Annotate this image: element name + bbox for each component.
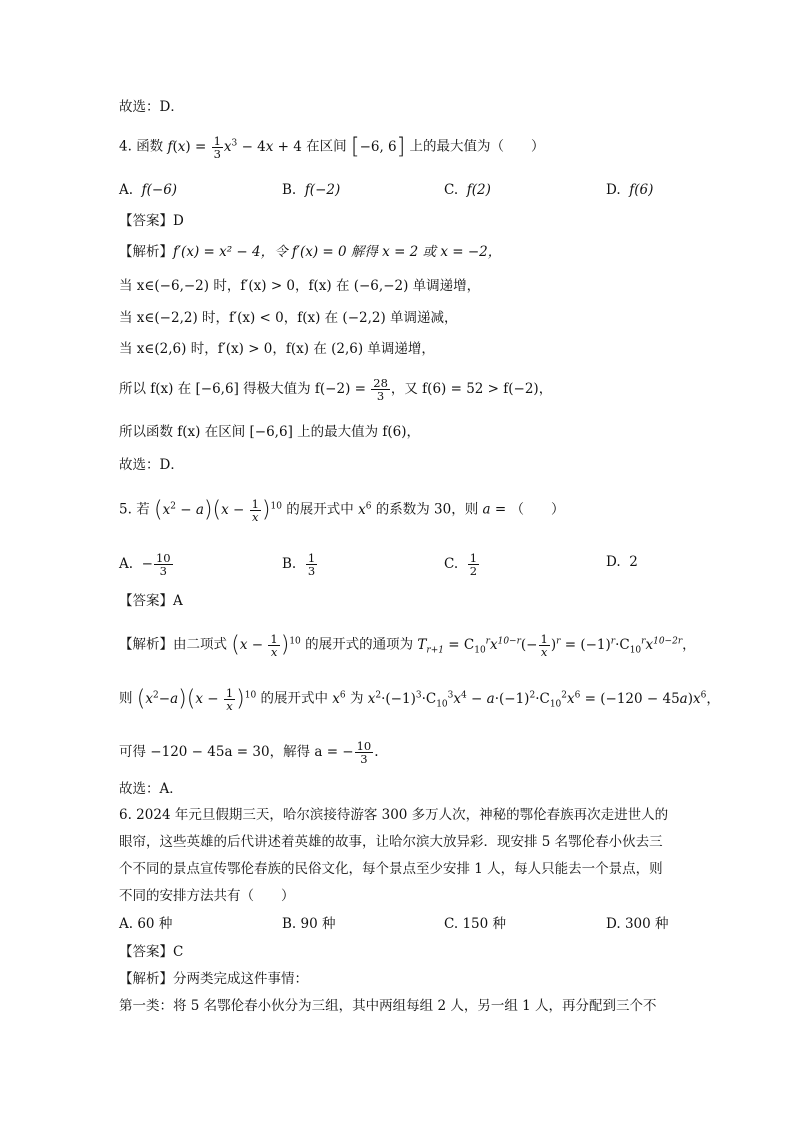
q5-expression: $(x^2 - a)(x$ − $\frac{1}{x}$ )$^{10}$ — [153, 496, 282, 524]
q4-option-a: A. f(−6) — [119, 182, 178, 198]
q5-a-eq: a = — [482, 501, 507, 518]
q6-answer: 【答案】C — [119, 944, 184, 960]
q6-stem-line-3: 个不同的景点宣传鄂伦春族的民俗文化，每个景点至少安排 1 人，每人只能去一个景点，则 — [119, 861, 663, 877]
q4-analysis-line-3: 当 x∈(−2,2) 时，f′(x) < 0，f(x) 在 (−2,2) 单调递减， — [119, 310, 458, 326]
q5-conclusion: 故选：A． — [119, 781, 183, 797]
q4-stem: 4. 函数 f(x) = $\frac{1}{3}$ $x^3 - 4x + 4$ 在区间 [−6, 6] 上的最大值为（ ） — [119, 133, 545, 161]
q4-conclusion: 故选：D． — [119, 457, 184, 473]
q4-option-c: C. f(2) — [444, 182, 491, 198]
q4-analysis-line-5: 所以 f(x) 在 [−6,6] 得极大值为 f(−2) = $\frac{28}{3}$ ，又 f(6) = 52 > f(−2)， — [119, 376, 553, 403]
q4-interval: [−6, 6] — [350, 134, 406, 159]
q4-option-b: B. f(−2) — [282, 182, 341, 198]
q4-number: 4. — [119, 138, 132, 155]
q5-stem: 5. 若 $(x^2 - a)(x$ − $\frac{1}{x}$ )$^{10}$ 的展开式中 $x^6$ 的系数为 30，则 a = （ ） — [119, 496, 565, 524]
q5-analysis-line-3: 可得 −120 − 45a = 30，解得 a = − $\frac{10}{3}$ . — [119, 739, 379, 766]
q5-option-b: B. $\frac{1}{3}$ — [282, 551, 316, 578]
q6-option-d: D. 300 种 — [606, 916, 669, 932]
q4-answer: 【答案】D — [119, 213, 184, 229]
q5-option-a: A. − $\frac{10}{3}$ — [119, 551, 171, 578]
q6-stem-line-4: 不同的安排方法共有（ ） — [119, 888, 295, 904]
q5-answer: 【答案】A — [119, 593, 183, 609]
q6-option-b: B. 90 种 — [282, 916, 336, 932]
q4-option-d: D. f(6) — [606, 182, 654, 198]
q6-option-c: C. 150 种 — [444, 916, 506, 932]
q6-analysis-first: 第一类：将 5 名鄂伦春小伙分为三组，其中两组每组 2 人，另一组 1 人，再分配到三个不 — [119, 998, 657, 1014]
q4-analysis-line-6: 所以函数 f(x) 在区间 [−6,6] 上的最大值为 f(6)， — [119, 424, 421, 440]
q3-conclusion: 故选：D． — [119, 99, 184, 115]
q6-option-a: A. 60 种 — [119, 916, 173, 932]
q4-analysis-line-2: 当 x∈(−6,−2) 时，f′(x) > 0，f(x) 在 (−6,−2) 单调递增， — [119, 278, 481, 294]
q5-option-c: C. $\frac{1}{2}$ — [444, 551, 478, 578]
q5-analysis-line-1: 【解析】由二项式 (x − $\frac{1}{x}$ )$^{10}$ 的展开式的通项为 $T_{r+1} = C_{10}^rx^{10-r}(-$ $\frac{1}{x}$ )$^r = (-1)^r\cdot C_{10}^rx^{10-2r}$， — [119, 631, 696, 659]
q4-analysis-line-1: 【解析】f′(x) = x² − 4，令 f′(x) = 0 解得 x = 2 或 x = −2， — [119, 244, 502, 260]
q5-analysis-line-2: 则 $(x^2-a)(x$ − $\frac{1}{x}$ )$^{10}$ 的展开式中 $x^6$ 为 $x^2\cdot(-1)^3\cdot C_{10}^3x^4 - a\cdot(-1)^2\cdot C_{10}^2x^6 = (-120 - 45a)x^6$， — [119, 685, 720, 713]
q5-x6: $x^6$ — [358, 501, 372, 518]
q6-analysis: 【解析】分两类完成这件事情： — [119, 971, 308, 987]
q5-option-d: D. 2 — [606, 554, 638, 570]
q4-function-formula: f(x) = $\frac{1}{3}$ $x^3 - 4x + 4$ — [167, 133, 302, 161]
q6-stem-line-2: 眼帘，这些英雄的后代讲述着英雄的故事，让哈尔滨大放异彩．现安排 5 名鄂伦春小伙去三 — [119, 834, 663, 850]
q4-analysis-line-4: 当 x∈(2,6) 时，f′(x) > 0，f(x) 在 (2,6) 单调递增， — [119, 341, 435, 357]
q4-fraction-28-3: $\frac{28}{3}$ — [373, 376, 388, 403]
q6-stem-line-1: 6. 2024 年元旦假期三天，哈尔滨接待游客 300 多万人次，神秘的鄂伦春族再次走进世人的 — [119, 807, 669, 823]
